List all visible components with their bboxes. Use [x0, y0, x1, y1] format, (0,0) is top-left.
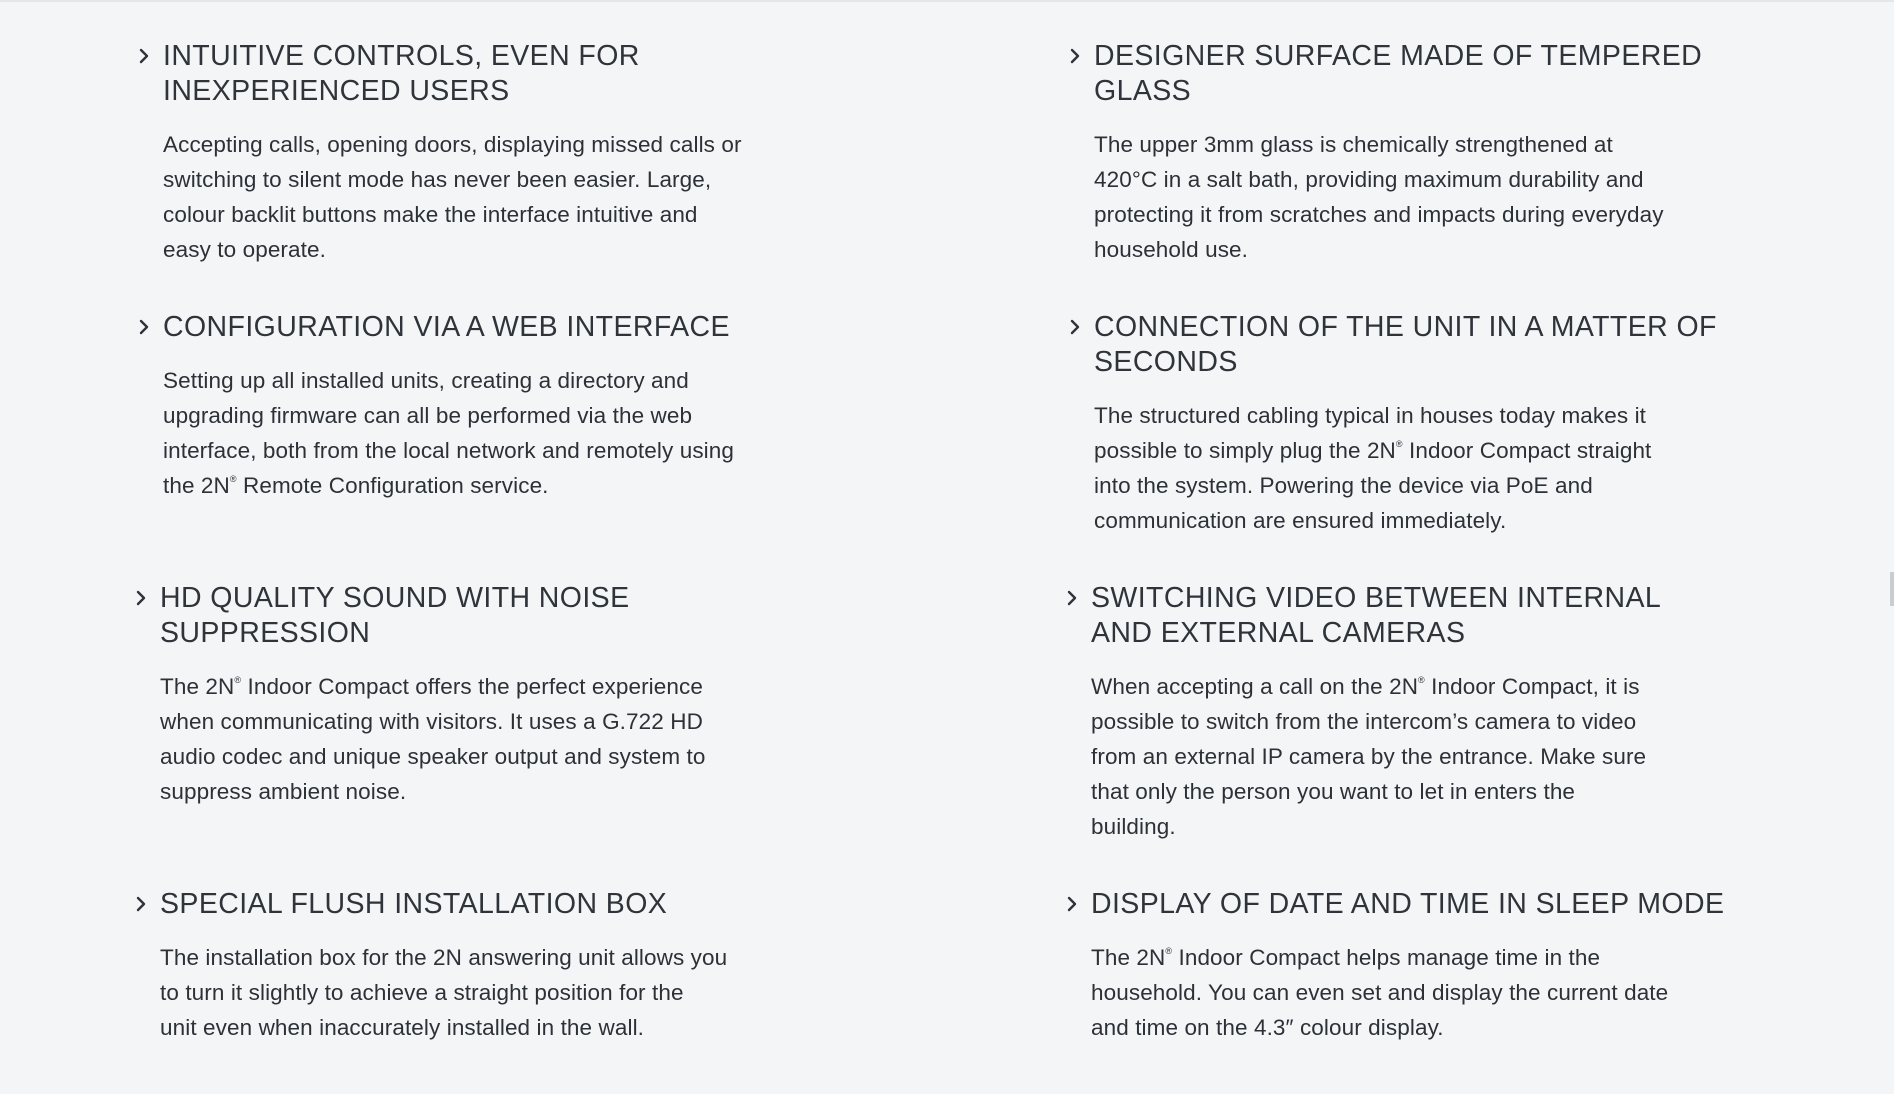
description-line: to turn it slightly to achieve a straight position for the	[160, 980, 684, 1005]
description-line: suppress ambient noise.	[160, 779, 407, 804]
chevron-right-icon[interactable]	[1063, 43, 1089, 69]
feature-title: DESIGNER SURFACE MADE OF TEMPERED GLASS	[1094, 40, 1703, 107]
chevron-right-icon[interactable]	[1060, 891, 1086, 917]
feature-heading[interactable]	[129, 887, 809, 922]
feature-heading[interactable]	[132, 310, 812, 345]
feature-sleep-mode-clock	[1060, 887, 1760, 1045]
description-line: colour backlit buttons make the interface intuitive and	[163, 202, 698, 227]
feature-description	[1094, 127, 1784, 267]
description-line: possible to switch from the intercom’s camera to video	[1091, 709, 1637, 734]
description-line: from an external IP camera by the entrance. Make sure	[1091, 744, 1647, 769]
description-line: Setting up all installed units, creating a directory and	[163, 368, 689, 393]
description-line: The 2N® Indoor Compact helps manage time in the	[1091, 945, 1601, 970]
feature-intuitive-controls	[132, 39, 812, 267]
feature-title: CONFIGURATION VIA A WEB INTERFACE	[163, 311, 730, 343]
chevron-right-icon[interactable]	[1060, 585, 1086, 611]
description-line: The installation box for the 2N answering unit allows you	[160, 945, 728, 970]
feature-hd-sound	[129, 581, 809, 809]
feature-tempered-glass	[1063, 39, 1763, 267]
feature-description	[163, 127, 843, 267]
description-line: building.	[1091, 814, 1176, 839]
feature-description	[160, 940, 840, 1045]
feature-description	[163, 363, 843, 503]
description-line: into the system. Powering the device via PoE and	[1094, 473, 1593, 498]
description-line: switching to silent mode has never been easier. Large,	[163, 167, 712, 192]
feature-heading[interactable]	[1060, 887, 1760, 922]
description-line: The upper 3mm glass is chemically strengthened at	[1094, 132, 1613, 157]
feature-camera-switching	[1060, 581, 1760, 844]
description-line: when communicating with visitors. It uses a G.722 HD	[160, 709, 703, 734]
description-line: audio codec and unique speaker output and system to	[160, 744, 706, 769]
feature-flush-box	[129, 887, 809, 1045]
feature-title: CONNECTION OF THE UNIT IN A MATTER OF SECONDS	[1094, 311, 1717, 378]
chevron-right-icon[interactable]	[129, 585, 155, 611]
feature-title: SWITCHING VIDEO BETWEEN INTERNAL AND EXTERNAL CAMERAS	[1091, 582, 1662, 649]
description-line: that only the person you want to let in enters the	[1091, 779, 1576, 804]
feature-heading[interactable]	[1063, 310, 1763, 380]
description-line: protecting it from scratches and impacts during everyday	[1094, 202, 1664, 227]
feature-description	[1091, 940, 1781, 1045]
registered-mark: ®	[1418, 675, 1425, 685]
feature-web-configuration	[132, 310, 812, 503]
description-line: The 2N® Indoor Compact offers the perfect experience	[160, 674, 703, 699]
description-line: Accepting calls, opening doors, displaying missed calls or	[163, 132, 742, 157]
description-line: easy to operate.	[163, 237, 326, 262]
feature-title: DISPLAY OF DATE AND TIME IN SLEEP MODE	[1091, 888, 1725, 920]
registered-mark: ®	[1165, 946, 1173, 956]
description-line: When accepting a call on the 2N® Indoor Compact, it is	[1091, 674, 1640, 699]
feature-description	[1094, 398, 1784, 538]
description-line: household. You can even set and display the current date	[1091, 980, 1669, 1005]
feature-heading[interactable]	[132, 39, 812, 109]
description-line: The structured cabling typical in houses today makes it	[1094, 403, 1647, 428]
feature-heading[interactable]	[129, 581, 809, 651]
description-line: 420°C in a salt bath, providing maximum durability and	[1094, 167, 1644, 192]
description-line: unit even when inaccurately installed in the wall.	[160, 1015, 645, 1040]
chevron-right-icon[interactable]	[129, 891, 155, 917]
description-line: possible to simply plug the 2N® Indoor Compact straight	[1094, 438, 1652, 463]
description-line: upgrading firmware can all be performed via the web	[163, 403, 693, 428]
description-line: the 2N® Remote Configuration service.	[163, 473, 549, 498]
feature-title: SPECIAL FLUSH INSTALLATION BOX	[160, 888, 668, 920]
chevron-right-icon[interactable]	[1063, 314, 1089, 340]
registered-mark: ®	[229, 474, 237, 484]
chevron-right-icon[interactable]	[132, 43, 158, 69]
feature-description	[160, 669, 840, 809]
chevron-right-icon[interactable]	[132, 314, 158, 340]
description-line: and time on the 4.3″ colour display.	[1091, 1015, 1444, 1040]
registered-mark: ®	[1395, 439, 1403, 449]
description-line: communication are ensured immediately.	[1094, 508, 1507, 533]
description-line: interface, both from the local network and remotely using	[163, 438, 734, 463]
feature-title: INTUITIVE CONTROLS, EVEN FOR INEXPERIENCED USERS	[163, 40, 640, 107]
feature-title: HD QUALITY SOUND WITH NOISE SUPPRESSION	[160, 582, 630, 649]
scrollbar-thumb[interactable]	[1890, 572, 1894, 606]
description-line: household use.	[1094, 237, 1249, 262]
feature-quick-connection	[1063, 310, 1763, 538]
feature-heading[interactable]	[1063, 39, 1763, 109]
feature-heading[interactable]	[1060, 581, 1760, 651]
feature-description	[1091, 669, 1781, 844]
registered-mark: ®	[234, 675, 242, 685]
